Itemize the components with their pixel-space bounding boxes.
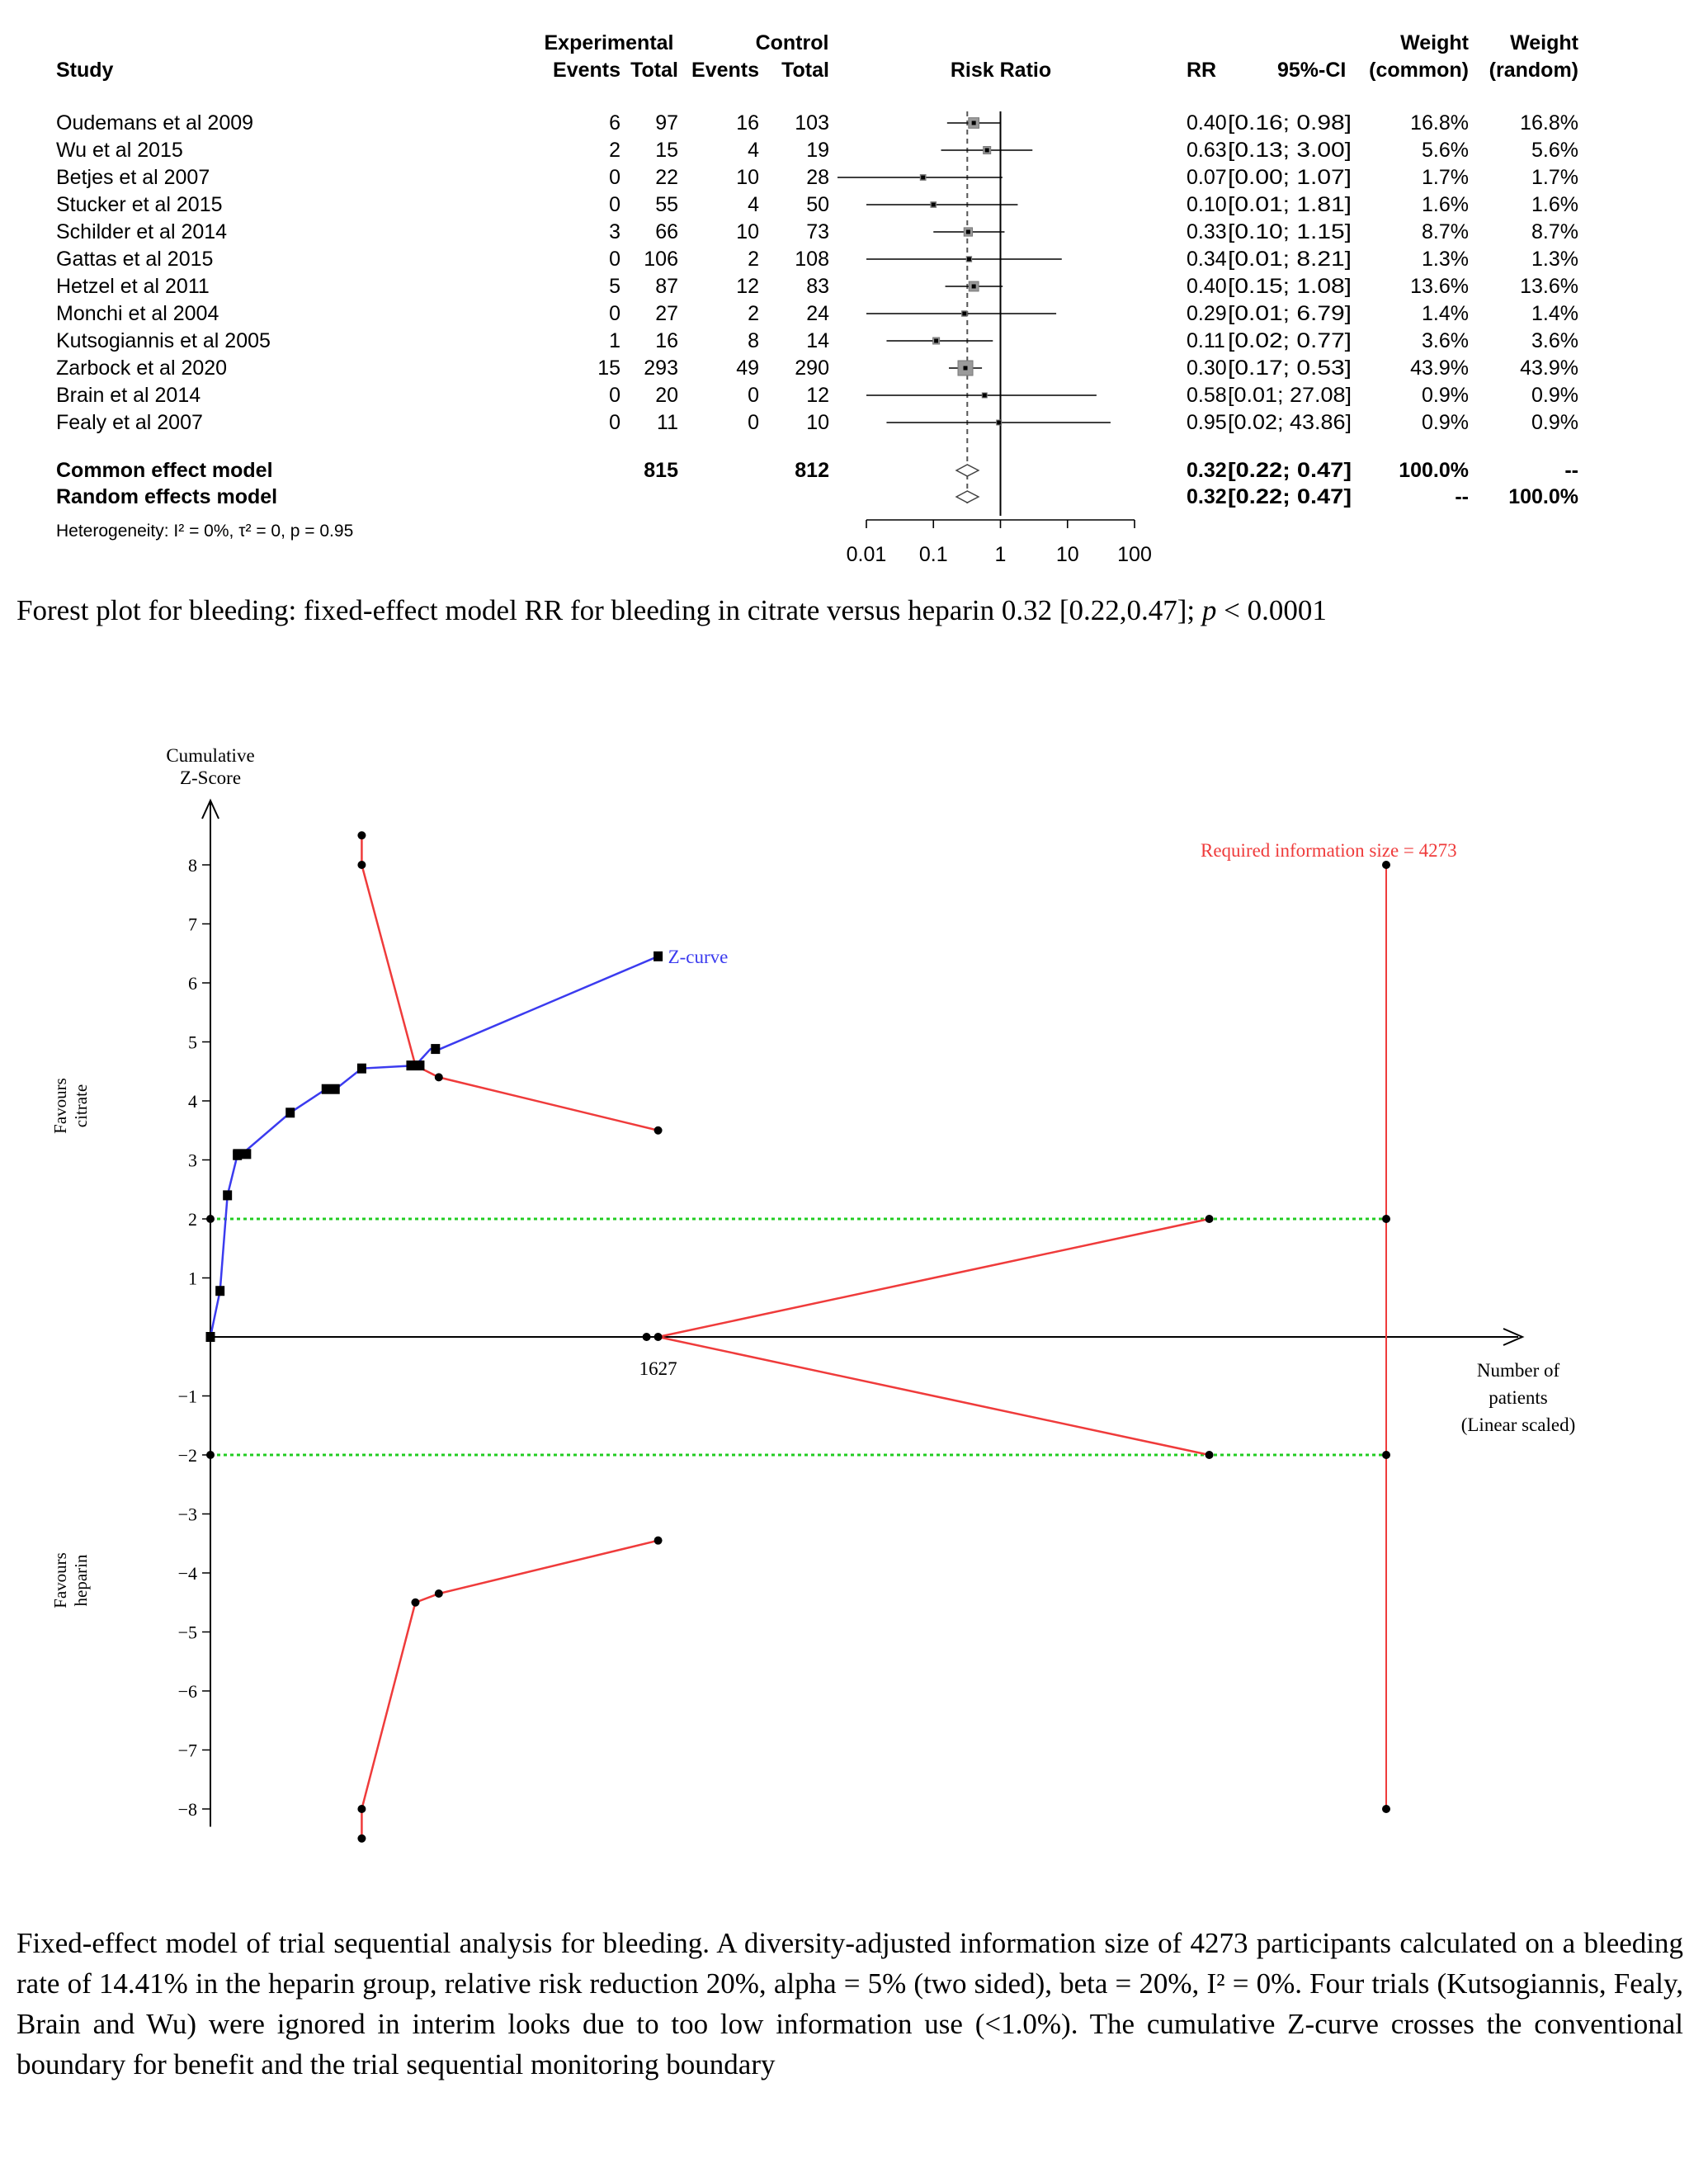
weight-random: 8.7%: [1531, 220, 1578, 243]
forest-x-tick-label: 10: [1055, 543, 1079, 566]
tsa-y-tick-label: −5: [177, 1622, 197, 1643]
tsa-y-tick-label: 8: [188, 855, 197, 876]
exp-events: 0: [609, 384, 620, 407]
z-curve-label: Z-curve: [668, 946, 729, 967]
ctl-total: 10: [806, 411, 829, 434]
ci-value: [0.02; 43.86]: [1228, 411, 1352, 434]
weight-random: 43.9%: [1520, 357, 1578, 380]
header-weight-random-sub: (random): [1489, 59, 1578, 82]
tsa-y-tick-label: −6: [177, 1681, 197, 1702]
summary-diamond: [956, 465, 979, 476]
ci-value: [0.01; 6.79]: [1228, 302, 1352, 325]
study-name: Stucker et al 2015: [56, 193, 223, 216]
header-weight-common-sub: (common): [1369, 59, 1469, 82]
exp-total: 55: [655, 193, 678, 216]
point-estimate: [967, 257, 971, 262]
summary-diamond: [956, 491, 979, 503]
z-curve-marker: [653, 952, 663, 961]
weight-random: 1.6%: [1531, 193, 1578, 216]
point-estimate: [985, 149, 989, 153]
tsa-y-tick-label: 2: [188, 1209, 197, 1230]
favours-heparin-label-line: heparin: [71, 1554, 91, 1607]
summary-rr: 0.32: [1187, 485, 1227, 508]
conventional-boundary-marker: [206, 1215, 215, 1223]
conventional-boundary-marker: [206, 1451, 215, 1459]
header-ctl-total: Total: [781, 59, 829, 82]
summary-weight-common: 100.0%: [1399, 459, 1469, 482]
weight-common: 1.4%: [1422, 302, 1469, 325]
weight-common: 8.7%: [1422, 220, 1469, 243]
rr-value: 0.29: [1187, 302, 1227, 325]
summary-ci: [0.22; 0.47]: [1228, 485, 1352, 508]
boundary-marker: [357, 831, 366, 839]
z-curve-marker: [233, 1149, 251, 1159]
boundary-marker: [411, 1599, 419, 1607]
study-name: Hetzel et al 2011: [56, 275, 210, 298]
tsa-xlabel-line: Number of: [1476, 1360, 1560, 1381]
header-exp-events: Events: [553, 59, 620, 82]
exp-events: 15: [597, 357, 620, 380]
ctl-total: 50: [806, 193, 829, 216]
forest-x-tick-label: 0.01: [846, 543, 887, 566]
point-estimate: [964, 366, 968, 371]
rr-value: 0.63: [1187, 139, 1227, 162]
tsa-y-tick-label: 6: [188, 973, 197, 994]
z-curve-marker: [431, 1044, 440, 1054]
ctl-total: 14: [806, 329, 829, 352]
z-curve-marker: [285, 1107, 295, 1117]
exp-total: 20: [655, 384, 678, 407]
weight-random: 16.8%: [1520, 111, 1578, 135]
weight-random: 1.7%: [1531, 166, 1578, 189]
ci-value: [0.13; 3.00]: [1228, 139, 1352, 162]
ci-value: [0.15; 1.08]: [1228, 275, 1352, 298]
exp-events: 3: [609, 220, 620, 243]
exp-total: 106: [644, 248, 678, 271]
study-name: Betjes et al 2007: [56, 166, 210, 189]
exp-events: 2: [609, 139, 620, 162]
summary-rr: 0.32: [1187, 459, 1227, 482]
weight-common: 1.7%: [1422, 166, 1469, 189]
study-name: Fealy et al 2007: [56, 411, 203, 434]
tsa-y-tick-label: −8: [177, 1799, 197, 1820]
tsa-y-tick-label: −2: [177, 1445, 197, 1466]
header-control: Control: [755, 31, 829, 54]
favours-heparin-label-line: Favours: [50, 1552, 70, 1608]
weight-common: 3.6%: [1422, 329, 1469, 352]
boundary-marker: [357, 1835, 366, 1843]
point-estimate: [972, 285, 976, 289]
header-weight-common: Weight: [1400, 31, 1469, 54]
summary-label: Random effects model: [56, 485, 278, 508]
summary-weight-random: 100.0%: [1508, 485, 1578, 508]
exp-events: 0: [609, 248, 620, 271]
ctl-total: 83: [806, 275, 829, 298]
ci-value: [0.01; 1.81]: [1228, 193, 1352, 216]
point-estimate: [997, 421, 1001, 425]
ci-value: [0.02; 0.77]: [1228, 329, 1352, 352]
required-info-marker: [1382, 861, 1390, 869]
weight-common: 1.3%: [1422, 248, 1469, 271]
study-name: Zarbock et al 2020: [56, 357, 228, 380]
exp-total: 22: [655, 166, 678, 189]
ctl-total: 19: [806, 139, 829, 162]
wedge-origin-marker: [643, 1333, 651, 1341]
header-ci: 95%-CI: [1277, 59, 1347, 82]
exp-events: 0: [609, 166, 620, 189]
tsa-ylabel-line1: Cumulative: [166, 745, 255, 766]
weight-common: 0.9%: [1422, 411, 1469, 434]
summary-weight-random: --: [1564, 459, 1578, 482]
ci-value: [0.16; 0.98]: [1228, 111, 1352, 135]
ci-value: [0.00; 1.07]: [1228, 166, 1352, 189]
z-curve-marker: [215, 1286, 224, 1296]
study-name: Wu et al 2015: [56, 139, 183, 162]
summary-ci: [0.22; 0.47]: [1228, 459, 1352, 482]
rr-value: 0.10: [1187, 193, 1227, 216]
tsa-xlabel-line: patients: [1489, 1387, 1548, 1408]
ctl-events: 10: [736, 220, 759, 243]
weight-random: 0.9%: [1531, 411, 1578, 434]
exp-total: 16: [655, 329, 678, 352]
monitoring-boundary-harm: [361, 1541, 658, 1839]
rr-value: 0.95: [1187, 411, 1227, 434]
ctl-total: 290: [795, 357, 829, 380]
boundary-marker: [435, 1589, 443, 1598]
header-exp-total: Total: [630, 59, 678, 82]
weight-random: 0.9%: [1531, 384, 1578, 407]
favours-citrate-label-line: Favours: [50, 1078, 70, 1134]
tsa-y-tick-label: −4: [177, 1563, 197, 1584]
rr-value: 0.40: [1187, 275, 1227, 298]
z-curve-line: [210, 956, 658, 1337]
ctl-events: 2: [748, 302, 759, 325]
exp-total: 27: [655, 302, 678, 325]
study-name: Gattas et al 2015: [56, 248, 214, 271]
rr-value: 0.40: [1187, 111, 1227, 135]
exp-total: 11: [657, 411, 678, 434]
rr-value: 0.58: [1187, 384, 1227, 407]
ctl-total: 24: [806, 302, 829, 325]
exp-events: 1: [609, 329, 620, 352]
weight-common: 43.9%: [1410, 357, 1469, 380]
weight-random: 13.6%: [1520, 275, 1578, 298]
forest-caption-p-value: < 0.0001: [1224, 594, 1327, 626]
exp-total: 15: [655, 139, 678, 162]
tsa-y-tick-label: −1: [177, 1386, 197, 1407]
forest-x-tick-label: 1: [994, 543, 1007, 566]
tsa-y-tick-label: −3: [177, 1504, 197, 1525]
forest-x-tick-label: 0.1: [918, 543, 948, 566]
favours-heparin-label: [50, 1552, 91, 1608]
ctl-events: 10: [736, 166, 759, 189]
tsa-y-tick-label: 1: [188, 1268, 197, 1289]
tsa-y-tick-label: −7: [177, 1740, 197, 1761]
header-rr: RR: [1187, 59, 1217, 82]
point-estimate: [983, 394, 987, 398]
tsa-ylabel-line2: Z-Score: [179, 767, 242, 788]
summary-weight-common: --: [1455, 485, 1469, 508]
rr-value: 0.34: [1187, 248, 1227, 271]
ctl-events: 0: [748, 411, 759, 434]
boundary-marker: [654, 1333, 663, 1341]
forest-x-tick-label: 100: [1117, 543, 1152, 566]
ctl-events: 4: [748, 193, 759, 216]
boundary-marker: [1206, 1215, 1214, 1223]
ctl-events: 0: [748, 384, 759, 407]
point-estimate: [972, 121, 976, 125]
ci-value: [0.17; 0.53]: [1228, 357, 1352, 380]
tsa-plot: [0, 569, 1708, 1923]
favours-citrate-label: [50, 1078, 91, 1134]
ci-value: [0.01; 27.08]: [1228, 384, 1352, 407]
weight-common: 16.8%: [1410, 111, 1469, 135]
ctl-total: 28: [806, 166, 829, 189]
point-estimate: [921, 176, 925, 180]
weight-common: 13.6%: [1410, 275, 1469, 298]
weight-random: 3.6%: [1531, 329, 1578, 352]
weight-random: 1.4%: [1531, 302, 1578, 325]
study-name: Monchi et al 2004: [56, 302, 219, 325]
boundary-marker: [435, 1073, 443, 1081]
forest-caption-p: p: [1201, 594, 1217, 626]
point-estimate: [962, 312, 966, 316]
boundary-marker: [654, 1126, 663, 1135]
monitoring-boundary-benefit: [361, 835, 658, 1131]
header-risk-ratio: Risk Ratio: [950, 59, 1052, 82]
rr-value: 0.07: [1187, 166, 1227, 189]
boundary-marker: [357, 1805, 366, 1813]
required-info-marker: [1382, 1215, 1390, 1223]
point-estimate: [966, 230, 970, 234]
ctl-events: 16: [736, 111, 759, 135]
ctl-events: 12: [736, 275, 759, 298]
tsa-xlabel-line: (Linear scaled): [1460, 1414, 1576, 1435]
required-info-marker: [1382, 1451, 1390, 1459]
required-info-label: Required information size = 4273: [1201, 840, 1457, 861]
heterogeneity-text: Heterogeneity: I² = 0%, τ² = 0, p = 0.95: [56, 522, 354, 541]
forest-plot: [0, 0, 1708, 578]
rr-value: 0.33: [1187, 220, 1227, 243]
weight-random: 1.3%: [1531, 248, 1578, 271]
tsa-y-tick-label: 3: [188, 1150, 197, 1171]
ctl-events: 8: [748, 329, 759, 352]
ctl-total: 103: [795, 111, 829, 135]
ci-value: [0.10; 1.15]: [1228, 220, 1352, 243]
weight-common: 1.6%: [1422, 193, 1469, 216]
z-curve-marker: [357, 1064, 366, 1074]
exp-total: 293: [644, 357, 678, 380]
z-curve-marker: [322, 1084, 340, 1094]
tsa-y-tick-label: 5: [188, 1032, 197, 1053]
summary-label: Common effect model: [56, 459, 273, 482]
exp-events: 6: [609, 111, 620, 135]
rr-value: 0.30: [1187, 357, 1227, 380]
summary-ctl-total: 812: [795, 459, 829, 482]
exp-events: 0: [609, 411, 620, 434]
weight-common: 5.6%: [1422, 139, 1469, 162]
required-info-marker: [1382, 1805, 1390, 1813]
header-weight-random: Weight: [1510, 31, 1578, 54]
ctl-events: 2: [748, 248, 759, 271]
study-name: Brain et al 2014: [56, 384, 201, 407]
ctl-total: 108: [795, 248, 829, 271]
point-estimate: [934, 339, 938, 343]
point-estimate: [932, 203, 936, 207]
tsa-group: [50, 745, 1575, 1843]
z-curve-marker: [206, 1332, 215, 1342]
summary-exp-total: 815: [644, 459, 678, 482]
exp-events: 5: [609, 275, 620, 298]
exp-total: 97: [655, 111, 678, 135]
rr-value: 0.11: [1187, 329, 1225, 352]
ctl-events: 49: [736, 357, 759, 380]
study-name: Oudemans et al 2009: [56, 111, 254, 135]
boundary-marker: [357, 861, 366, 869]
tsa-x-tick-label: 1627: [639, 1358, 677, 1379]
z-curve-marker: [406, 1060, 424, 1070]
z-curve-marker: [223, 1190, 232, 1200]
exp-total: 66: [655, 220, 678, 243]
ctl-total: 12: [806, 384, 829, 407]
ctl-total: 73: [806, 220, 829, 243]
forest-caption-text: Forest plot for bleeding: fixed-effect model RR for bleeding in citrate versus heparin 0.32 [0.22,0.47];: [17, 594, 1196, 626]
header-study: Study: [56, 59, 114, 82]
study-name: Schilder et al 2014: [56, 220, 228, 243]
tsa-y-tick-label: 4: [188, 1091, 197, 1112]
tsa-y-tick-label: 7: [188, 914, 197, 935]
header-ctl-events: Events: [691, 59, 759, 82]
weight-common: 0.9%: [1422, 384, 1469, 407]
boundary-marker: [1206, 1451, 1214, 1459]
tsa-caption: Fixed-effect model of trial sequential analysis for bleeding. A diversity-adjusted information size of 4273 participants calculated on a bleeding rate of 14.41% in the heparin group, relative risk reduction 20%, alpha = 5% (two sided), beta = 20%, I² = 0%. Four trials (Kutsogiannis, Fealy, Brain and Wu) were ignored in interim looks due to too low information use (<1.0%). The cumulative Z-curve crosses the conventional boundary for benefit and the trial sequential monitoring boundary: [17, 1927, 1683, 2080]
study-name: Kutsogiannis et al 2005: [56, 329, 271, 352]
ctl-events: 4: [748, 139, 759, 162]
header-experimental: Experimental: [544, 31, 674, 54]
exp-events: 0: [609, 193, 620, 216]
exp-total: 87: [655, 275, 678, 298]
exp-events: 0: [609, 302, 620, 325]
forest-group: [56, 31, 1579, 566]
boundary-marker: [654, 1537, 663, 1545]
weight-random: 5.6%: [1531, 139, 1578, 162]
favours-citrate-label-line: citrate: [71, 1084, 91, 1128]
ci-value: [0.01; 8.21]: [1228, 248, 1352, 271]
